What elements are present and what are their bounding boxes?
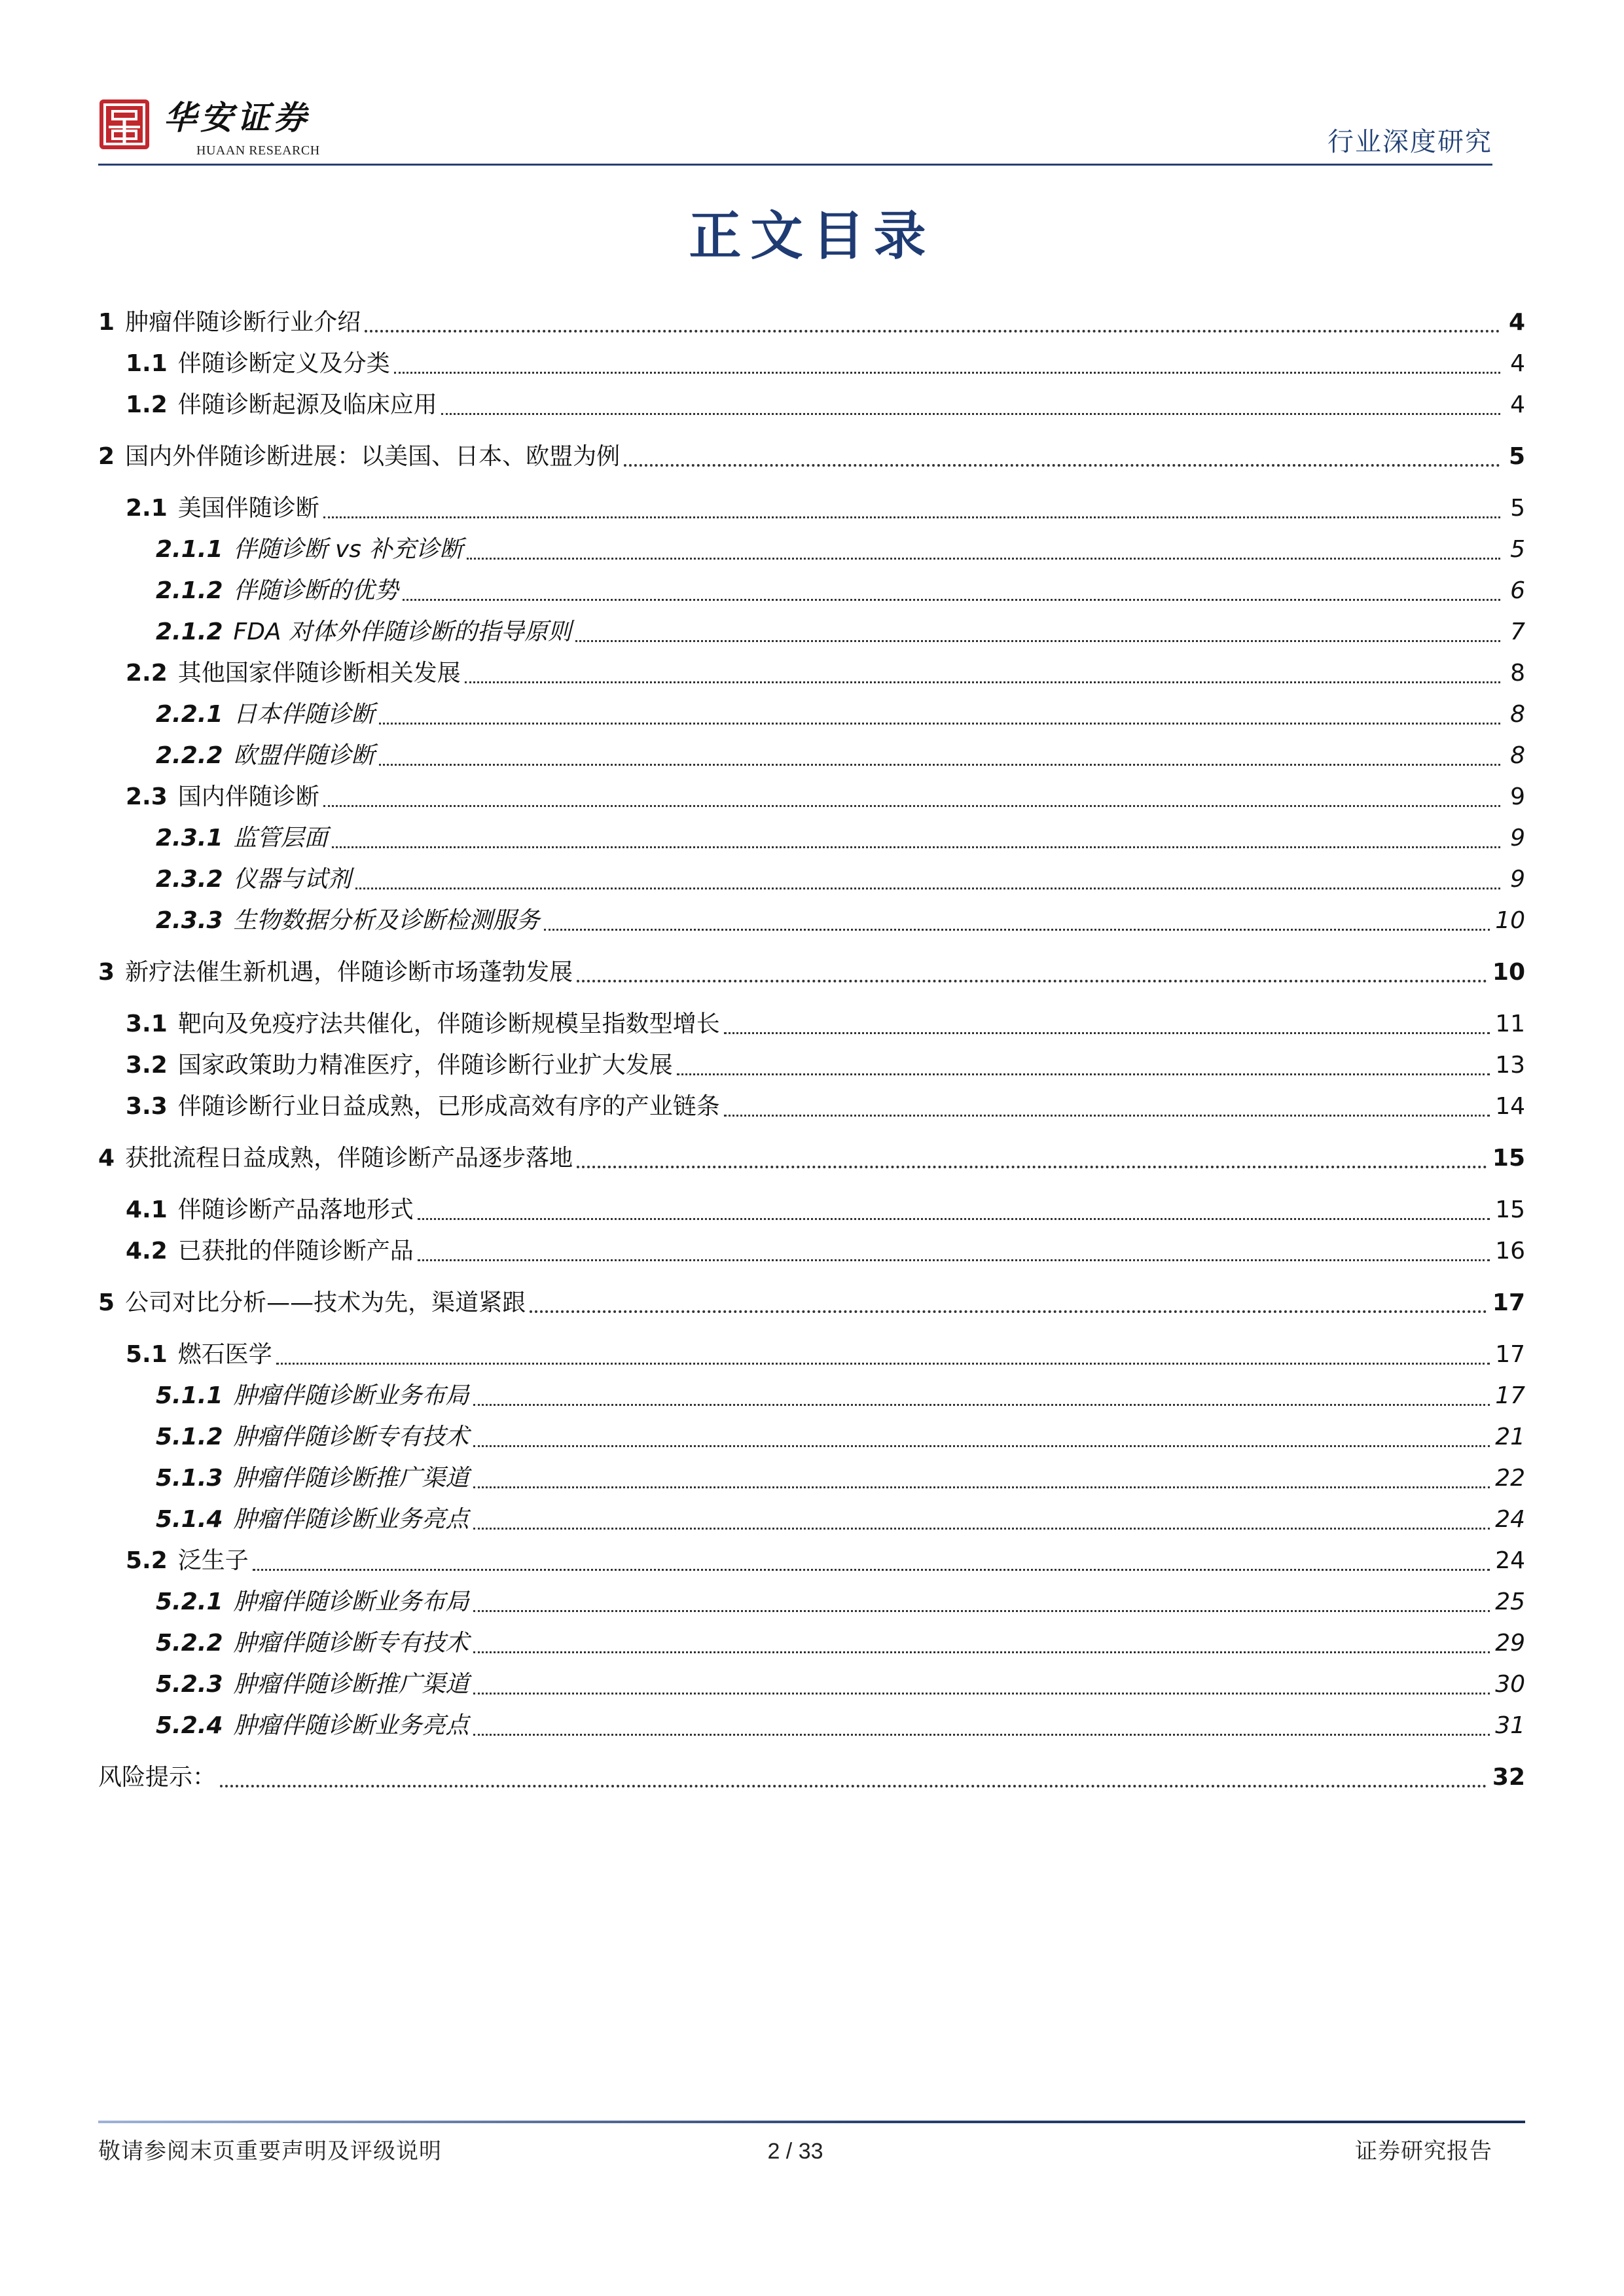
- disclaimer-note: 敬请参阅末页重要声明及评级说明: [98, 2138, 442, 2164]
- toc-entry-page: 15: [1495, 1196, 1525, 1223]
- toc-entry-page: 15: [1492, 1145, 1525, 1172]
- toc-entry-page: 5: [1510, 536, 1525, 563]
- footer-divider: [98, 2121, 1525, 2123]
- toc-entry[interactable]: [98, 740, 1525, 772]
- toc-dot-leader: [332, 846, 1500, 848]
- toc-entry-number: 2.2.1: [156, 701, 223, 728]
- report-label: 证券研究报告: [1355, 2138, 1492, 2164]
- toc-entry[interactable]: [98, 533, 1525, 566]
- toc-entry-number: 3.2: [126, 1052, 168, 1079]
- toc-entry-page: 29: [1495, 1630, 1525, 1657]
- toc-entry-page: 32: [1492, 1764, 1525, 1791]
- toc-entry[interactable]: [98, 1627, 1525, 1660]
- toc-entry[interactable]: [98, 822, 1525, 855]
- toc-entry-label: 肿瘤伴随诊断推广渠道: [233, 1671, 469, 1698]
- toc-dot-leader: [473, 1486, 1490, 1488]
- toc-entry-page: 5: [1510, 495, 1525, 522]
- toc-entry[interactable]: [98, 956, 1525, 989]
- toc-dot-leader: [624, 464, 1500, 467]
- toc-entry-label: 肿瘤伴随诊断专有技术: [233, 1424, 469, 1450]
- toc-entry[interactable]: [98, 1421, 1525, 1454]
- toc-entry-number: 2.1: [126, 495, 168, 522]
- toc-dot-leader: [473, 1734, 1490, 1736]
- toc-dot-leader: [577, 980, 1487, 982]
- toc-entry-number: 2.2.2: [156, 742, 223, 769]
- toc-dot-leader: [677, 1073, 1490, 1075]
- toc-entry[interactable]: [98, 1668, 1525, 1701]
- toc-entry-label: 已获批的伴随诊断产品: [177, 1238, 414, 1265]
- logo-chinese-name: 华安证券: [164, 98, 310, 137]
- toc-entry-number: 4.2: [126, 1238, 168, 1265]
- toc-entry[interactable]: [98, 440, 1525, 473]
- toc-entry-number: 5.2.3: [156, 1671, 223, 1698]
- page-header: [98, 98, 1492, 170]
- toc-entry-number: 5.2.2: [156, 1630, 223, 1657]
- toc-entry-number: 5.1: [126, 1341, 168, 1368]
- toc-dot-leader: [575, 640, 1500, 642]
- toc-dot-leader: [418, 1218, 1490, 1220]
- toc-entry-number: 5.2.4: [156, 1712, 223, 1739]
- toc-dot-leader: [473, 1528, 1490, 1530]
- toc-entry-page: 30: [1495, 1671, 1525, 1698]
- toc-dot-leader: [379, 723, 1500, 725]
- toc-dot-leader: [473, 1651, 1490, 1653]
- toc-dot-leader: [473, 1445, 1490, 1447]
- toc-entry-page: 10: [1495, 907, 1525, 934]
- toc-entry-number: 2.3: [126, 783, 168, 810]
- toc-entry-number: 2.2: [126, 660, 168, 687]
- toc-dot-leader: [577, 1166, 1487, 1168]
- toc-entry-label: 仪器与试剂: [233, 866, 352, 893]
- toc-dot-leader: [220, 1785, 1487, 1787]
- toc-entry-number: 3.1: [126, 1011, 168, 1037]
- toc-entry[interactable]: [98, 1049, 1525, 1082]
- toc-entry-label: 美国伴随诊断: [177, 495, 319, 522]
- toc-entry-page: 9: [1510, 866, 1525, 893]
- toc-entry-number: 1: [98, 309, 115, 336]
- toc-dot-leader: [394, 372, 1500, 374]
- toc-entry-label: 生物数据分析及诊断检测服务: [233, 907, 540, 934]
- report-type-tag: 行业深度研究: [1327, 127, 1492, 157]
- toc-entry[interactable]: [98, 863, 1525, 896]
- toc-entry-label: 日本伴随诊断: [233, 701, 375, 728]
- toc-entry[interactable]: [98, 905, 1525, 937]
- toc-dot-leader: [724, 1032, 1490, 1034]
- toc-entry-number: 5.1.2: [156, 1424, 223, 1450]
- toc-entry-number: 2.1.1: [156, 536, 223, 563]
- toc-entry-label: 获批流程日益成熟，伴随诊断产品逐步落地: [125, 1145, 573, 1172]
- toc-entry[interactable]: [98, 1380, 1525, 1412]
- toc-entry-page: 24: [1495, 1547, 1525, 1574]
- toc-dot-leader: [323, 805, 1500, 807]
- toc-entry-number: 2.3.2: [156, 866, 223, 893]
- toc-entry-label: 肿瘤伴随诊断专有技术: [233, 1630, 469, 1657]
- toc-dot-leader: [544, 929, 1490, 931]
- toc-entry-number: 3: [98, 959, 115, 986]
- toc-entry-page: 31: [1495, 1712, 1525, 1739]
- toc-entry-number: 2.3.1: [156, 825, 223, 852]
- toc-entry-number: 2.3.3: [156, 907, 223, 934]
- page-title: 正文目录: [689, 205, 935, 266]
- toc-entry[interactable]: [98, 1008, 1525, 1041]
- toc-entry-page: 10: [1492, 959, 1525, 986]
- toc-entry-page: 22: [1495, 1465, 1525, 1492]
- toc-entry-label: 泛生子: [177, 1547, 249, 1574]
- toc-dot-leader: [418, 1259, 1490, 1261]
- toc-entry-label: 伴随诊断的优势: [233, 577, 399, 604]
- toc-entry-page: 4: [1508, 309, 1525, 336]
- toc-entry-page: 4: [1510, 391, 1525, 418]
- toc-entry-page: 8: [1510, 701, 1525, 728]
- toc-entry-label: 欧盟伴随诊断: [233, 742, 375, 769]
- toc-dot-leader: [379, 764, 1500, 766]
- toc-entry-page: 4: [1510, 350, 1525, 377]
- toc-dot-leader: [465, 681, 1500, 683]
- seal-logo-icon: [98, 98, 151, 151]
- toc-entry[interactable]: [98, 348, 1525, 380]
- toc-entry[interactable]: [98, 1503, 1525, 1536]
- toc-entry[interactable]: [98, 1287, 1525, 1319]
- toc-entry-label: 伴随诊断定义及分类: [177, 350, 390, 377]
- toc-entry-label: 国内外伴随诊断进展：以美国、日本、欧盟为例: [125, 443, 621, 470]
- toc-entry-number: 5.1.3: [156, 1465, 223, 1492]
- toc-entry-number: 2: [98, 443, 115, 470]
- toc-dot-leader: [473, 1610, 1490, 1612]
- toc-dot-leader: [403, 599, 1500, 601]
- toc-entry-number: 3.3: [126, 1093, 168, 1120]
- toc-entry[interactable]: [98, 575, 1525, 607]
- toc-dot-leader: [473, 1404, 1490, 1406]
- page-number: 2 / 33: [767, 2139, 823, 2164]
- toc-entry-label: 肿瘤伴随诊断业务布局: [233, 1588, 469, 1615]
- toc-dot-leader: [253, 1569, 1490, 1571]
- toc-entry-label: 燃石医学: [177, 1341, 272, 1368]
- toc-entry-page: 17: [1495, 1341, 1525, 1368]
- toc-entry-label: 肿瘤伴随诊断推广渠道: [233, 1465, 469, 1492]
- toc-dot-leader: [441, 413, 1500, 415]
- toc-entry-label: 伴随诊断 vs 补充诊断: [233, 536, 463, 563]
- toc-entry-number: 5.1.1: [156, 1382, 223, 1409]
- toc-entry-number: 1.1: [126, 350, 168, 377]
- toc-entry-label: 伴随诊断产品落地形式: [177, 1196, 414, 1223]
- toc-entry-label: 监管层面: [233, 825, 328, 852]
- toc-dot-leader: [530, 1310, 1487, 1313]
- toc-entry-label: 靶向及免疫疗法共催化，伴随诊断规模呈指数型增长: [177, 1011, 720, 1037]
- toc-dot-leader: [365, 330, 1500, 332]
- toc-entry-page: 6: [1510, 577, 1525, 604]
- toc-entry-page: 9: [1510, 825, 1525, 852]
- toc-entry-label: 风险提示：: [98, 1764, 217, 1791]
- page-footer: [98, 2135, 1492, 2168]
- toc-entry-number: 4.1: [126, 1196, 168, 1223]
- toc-entry[interactable]: [98, 657, 1525, 690]
- toc-entry[interactable]: [98, 1142, 1525, 1175]
- toc-entry-number: 2.1.2: [156, 619, 223, 645]
- toc-entry-number: 2.1.2: [156, 577, 223, 604]
- toc-entry-page: 8: [1510, 660, 1525, 687]
- toc-entry[interactable]: [98, 1710, 1525, 1742]
- toc-entry[interactable]: [98, 1235, 1525, 1268]
- toc-entry[interactable]: [98, 1194, 1525, 1227]
- toc-entry-number: 4: [98, 1145, 115, 1172]
- toc-entry[interactable]: [98, 1338, 1525, 1371]
- toc-entry-label: 肿瘤伴随诊断业务布局: [233, 1382, 469, 1409]
- toc-entry-page: 11: [1495, 1011, 1525, 1037]
- toc-entry[interactable]: [98, 389, 1525, 422]
- toc-entry-page: 25: [1495, 1588, 1525, 1615]
- toc-entry[interactable]: [98, 698, 1525, 731]
- toc-entry-page: 5: [1508, 443, 1525, 470]
- toc-entry[interactable]: [98, 1090, 1525, 1123]
- toc-entry-number: 5.2.1: [156, 1588, 223, 1615]
- toc-entry-number: 5.2: [126, 1547, 168, 1574]
- logo-english-name: HUAAN RESEARCH: [196, 143, 320, 158]
- toc-entry-label: 肿瘤伴随诊断业务亮点: [233, 1506, 469, 1533]
- toc-entry-label: 肿瘤伴随诊断业务亮点: [233, 1712, 469, 1739]
- toc-entry-label: 国家政策助力精准医疗，伴随诊断行业扩大发展: [177, 1052, 673, 1079]
- toc-entry[interactable]: [98, 781, 1525, 814]
- toc-dot-leader: [276, 1363, 1490, 1365]
- toc-entry[interactable]: [98, 1586, 1525, 1619]
- toc-entry-number: 5.1.4: [156, 1506, 223, 1533]
- toc-entry-label: FDA 对体外伴随诊断的指导原则: [233, 619, 571, 645]
- toc-entry-label: 公司对比分析——技术为先，渠道紧跟: [125, 1289, 526, 1316]
- toc-dot-leader: [355, 888, 1500, 889]
- toc-entry-number: 5: [98, 1289, 115, 1316]
- toc-dot-leader: [473, 1693, 1490, 1695]
- toc-entry-label: 其他国家伴随诊断相关发展: [177, 660, 461, 687]
- toc-entry-page: 21: [1495, 1424, 1525, 1450]
- toc-entry-page: 24: [1495, 1506, 1525, 1533]
- toc-dot-leader: [724, 1115, 1490, 1117]
- toc-entry-label: 国内伴随诊断: [177, 783, 319, 810]
- toc-dot-leader: [323, 516, 1500, 518]
- toc-entry-page: 14: [1495, 1093, 1525, 1120]
- toc-entry-page: 7: [1510, 619, 1525, 645]
- toc-entry-page: 17: [1492, 1289, 1525, 1316]
- toc-entry[interactable]: [98, 1462, 1525, 1495]
- toc-entry-page: 17: [1495, 1382, 1525, 1409]
- toc-entry-label: 肿瘤伴随诊断行业介绍: [125, 309, 361, 336]
- toc-entry[interactable]: [98, 306, 1525, 339]
- toc-entry-page: 8: [1510, 742, 1525, 769]
- toc-entry-label: 伴随诊断起源及临床应用: [177, 391, 437, 418]
- toc-entry-page: 16: [1495, 1238, 1525, 1265]
- header-divider: [98, 164, 1492, 166]
- toc-entry-number: 1.2: [126, 391, 168, 418]
- toc-entry[interactable]: [98, 1761, 1525, 1794]
- toc-entry-page: 13: [1495, 1052, 1525, 1079]
- toc-entry-page: 9: [1510, 783, 1525, 810]
- toc-entry-label: 伴随诊断行业日益成熟，已形成高效有序的产业链条: [177, 1093, 720, 1120]
- toc-entry[interactable]: [98, 616, 1525, 649]
- toc-entry-label: 新疗法催生新机遇，伴随诊断市场蓬勃发展: [125, 959, 573, 986]
- company-logo: [98, 98, 399, 170]
- toc-dot-leader: [467, 558, 1500, 560]
- toc-entry[interactable]: [98, 492, 1525, 525]
- toc-entry[interactable]: [98, 1545, 1525, 1577]
